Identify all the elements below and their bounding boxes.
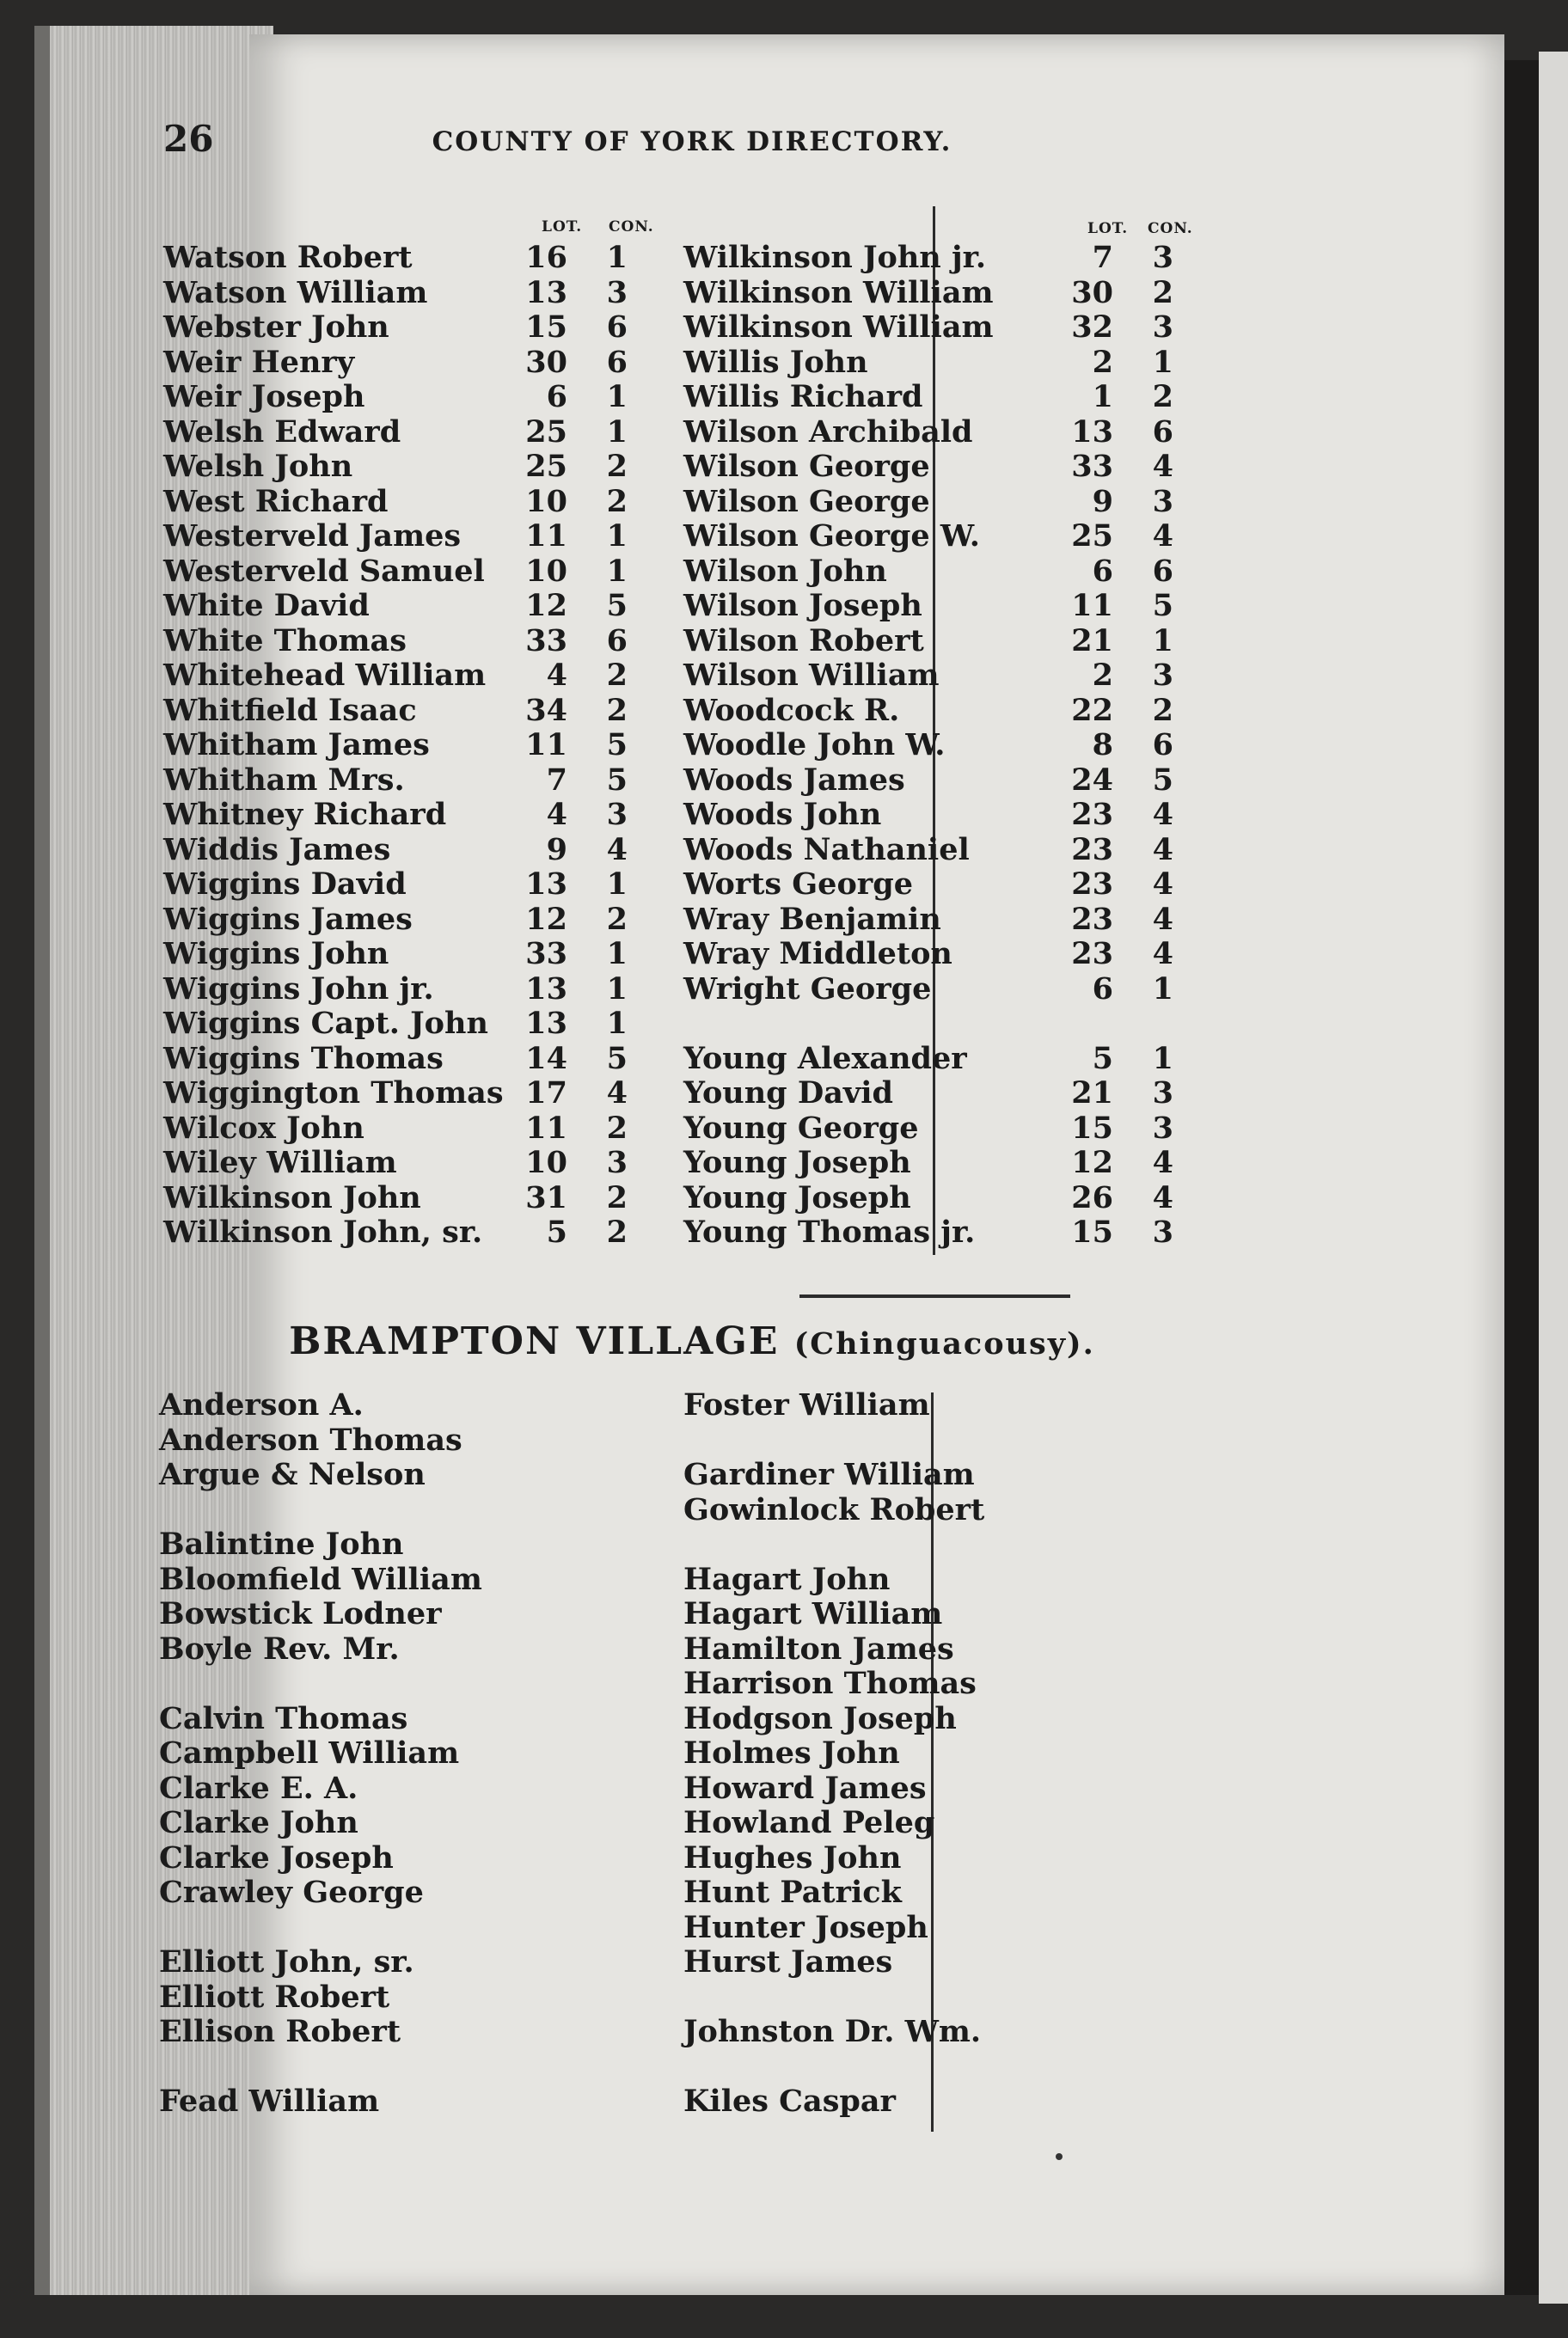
entry-con: 2 bbox=[606, 449, 628, 484]
entry-lot: 8 bbox=[1092, 727, 1113, 762]
village-resident: Campbell William bbox=[159, 1735, 460, 1771]
section-divider bbox=[799, 1294, 1070, 1298]
village-resident: Bowstick Lodner bbox=[159, 1596, 442, 1631]
entry-con: 1 bbox=[606, 240, 628, 275]
entry-lot: 23 bbox=[1071, 797, 1113, 832]
directory-entry bbox=[683, 1042, 1216, 1077]
entry-lot: 25 bbox=[1071, 518, 1113, 554]
left-entry-list bbox=[163, 241, 662, 1251]
entry-lot: 23 bbox=[1071, 936, 1113, 971]
directory-entry bbox=[683, 1215, 1216, 1251]
entry-lot: 17 bbox=[525, 1075, 567, 1111]
directory-entry bbox=[683, 728, 1216, 763]
entry-lot: 1 bbox=[1092, 379, 1113, 414]
entry-lot: 24 bbox=[1071, 762, 1113, 798]
directory-entry bbox=[683, 624, 1216, 659]
entry-name: Wiggins John bbox=[163, 936, 389, 971]
entry-lot: 33 bbox=[525, 936, 567, 971]
directory-entry bbox=[163, 798, 662, 833]
directory-entry bbox=[683, 1146, 1216, 1181]
entry-con: 2 bbox=[606, 901, 628, 937]
directory-entry bbox=[163, 589, 662, 624]
entry-con: 2 bbox=[1152, 692, 1173, 728]
entry-name: Woods Nathaniel bbox=[683, 831, 970, 867]
entry-con: 5 bbox=[1152, 588, 1173, 623]
directory-entry bbox=[163, 346, 662, 381]
entry-lot: 13 bbox=[525, 1006, 567, 1041]
entry-name: Wilson George W. bbox=[683, 518, 980, 554]
village-resident: Hughes John bbox=[683, 1839, 902, 1876]
entry-con: 1 bbox=[1152, 970, 1173, 1007]
entry-con: 5 bbox=[606, 588, 628, 623]
village-resident: Hagart William bbox=[683, 1596, 943, 1631]
village-resident: Anderson Thomas bbox=[159, 1422, 462, 1458]
entry-con: 3 bbox=[1152, 309, 1173, 345]
entry-lot: 15 bbox=[1071, 1215, 1113, 1250]
entry-name: Wray Benjamin bbox=[683, 901, 941, 937]
entry-name: West Richard bbox=[163, 483, 389, 519]
directory-entry bbox=[163, 624, 662, 659]
entry-con: 3 bbox=[1152, 1215, 1173, 1250]
entry-lot: 13 bbox=[525, 970, 567, 1007]
directory-entry bbox=[163, 903, 662, 938]
entry-name: Wiggins David bbox=[163, 866, 407, 902]
entry-con: 4 bbox=[606, 831, 628, 867]
con-header: CON. bbox=[1148, 220, 1193, 237]
village-resident: Crawley George bbox=[159, 1875, 424, 1910]
entry-con: 4 bbox=[1152, 831, 1173, 867]
entry-name: Wilson Joseph bbox=[683, 588, 922, 623]
entry-name: Young Thomas jr. bbox=[683, 1215, 976, 1250]
entry-con: 4 bbox=[1152, 866, 1173, 902]
directory-entry bbox=[163, 380, 662, 415]
letter-gap bbox=[683, 1423, 1216, 1459]
directory-entry bbox=[683, 972, 1216, 1007]
entry-lot: 11 bbox=[525, 1110, 567, 1146]
right-entry-list-y bbox=[683, 1042, 1216, 1251]
entry-name: Wiggins James bbox=[163, 901, 413, 937]
directory-entry bbox=[163, 728, 662, 763]
village-resident: Clarke E. A. bbox=[159, 1770, 358, 1806]
entry-con: 6 bbox=[1152, 727, 1173, 762]
entry-lot: 4 bbox=[546, 658, 567, 693]
village-resident: Hunter Joseph bbox=[683, 1909, 928, 1945]
entry-con: 4 bbox=[1152, 449, 1173, 484]
page-header bbox=[163, 82, 1221, 160]
entry-name: Westerveld James bbox=[163, 518, 462, 554]
entry-name: Wilkinson William bbox=[683, 274, 994, 310]
entry-name: Whitney Richard bbox=[163, 797, 447, 832]
directory-entry bbox=[163, 937, 662, 972]
entry-name: Westerveld Samuel bbox=[163, 553, 485, 589]
brampton-right-list bbox=[683, 1388, 1216, 2120]
entry-con: 2 bbox=[606, 1179, 628, 1215]
entry-con: 1 bbox=[606, 518, 628, 554]
entry-con: 2 bbox=[1152, 274, 1173, 310]
section-title-main: BRAMPTON VILLAGE bbox=[289, 1319, 780, 1363]
lot-header: LOT. bbox=[1087, 220, 1129, 237]
entry-lot: 7 bbox=[546, 762, 567, 798]
entry-con: 1 bbox=[1152, 344, 1173, 380]
entry-con: 2 bbox=[606, 483, 628, 519]
right-entry-list-w bbox=[683, 241, 1216, 1007]
entry-lot: 14 bbox=[525, 1040, 567, 1076]
entry-con: 5 bbox=[606, 762, 628, 798]
village-resident: Holmes John bbox=[683, 1735, 900, 1771]
village-resident: Calvin Thomas bbox=[159, 1700, 408, 1736]
entry-con: 3 bbox=[606, 797, 628, 832]
entry-con: 5 bbox=[606, 1040, 628, 1076]
directory-entry bbox=[683, 450, 1216, 485]
entry-name: Weir Joseph bbox=[163, 379, 365, 414]
right-directory-column bbox=[683, 215, 1216, 1264]
entry-con: 3 bbox=[1152, 483, 1173, 519]
entry-lot: 10 bbox=[525, 483, 567, 519]
letter-gap bbox=[683, 2050, 1216, 2085]
entry-lot: 15 bbox=[525, 309, 567, 345]
entry-name: Young Alexander bbox=[683, 1040, 967, 1076]
entry-con: 1 bbox=[606, 379, 628, 414]
entry-con: 3 bbox=[1152, 1075, 1173, 1111]
entry-lot: 15 bbox=[1071, 1110, 1113, 1146]
village-resident: Johnston Dr. Wm. bbox=[683, 2014, 982, 2049]
entry-con: 3 bbox=[1152, 658, 1173, 693]
entry-name: Wilkinson John bbox=[163, 1179, 421, 1215]
directory-entry bbox=[163, 763, 662, 799]
village-resident: Kiles Caspar bbox=[683, 2084, 896, 2119]
directory-entry bbox=[683, 1076, 1216, 1111]
entry-con: 1 bbox=[606, 413, 628, 450]
entry-con: 4 bbox=[1152, 518, 1173, 554]
entry-name: Wilson Robert bbox=[683, 622, 924, 658]
entry-name: Welsh Edward bbox=[163, 413, 401, 450]
adjacent-page-strip bbox=[1539, 52, 1568, 2304]
entry-name: Watson Robert bbox=[163, 240, 413, 275]
village-resident: Hurst James bbox=[683, 1944, 893, 1980]
entry-name: Willis John bbox=[683, 344, 868, 380]
lot-header: LOT. bbox=[542, 218, 583, 236]
entry-lot: 25 bbox=[525, 449, 567, 484]
entry-name: Wilson John bbox=[683, 553, 887, 589]
directory-entry bbox=[163, 554, 662, 590]
entry-lot: 2 bbox=[1092, 658, 1113, 693]
directory-entry bbox=[683, 276, 1216, 311]
directory-entry bbox=[683, 554, 1216, 590]
entry-name: Wilcox John bbox=[163, 1110, 364, 1146]
entry-con: 2 bbox=[606, 1110, 628, 1146]
entry-con: 6 bbox=[606, 622, 628, 658]
entry-con: 1 bbox=[606, 1006, 628, 1041]
entry-name: Whitfield Isaac bbox=[163, 692, 417, 728]
entry-name: Wilkinson John, sr. bbox=[163, 1215, 483, 1250]
entry-con: 4 bbox=[1152, 936, 1173, 971]
village-resident: Howard James bbox=[683, 1770, 927, 1806]
village-resident: Clarke John bbox=[159, 1805, 358, 1840]
directory-entry bbox=[163, 658, 662, 694]
entry-lot: 11 bbox=[525, 518, 567, 554]
entry-con: 3 bbox=[606, 1145, 628, 1180]
entry-con: 4 bbox=[1152, 1179, 1173, 1215]
entry-name: Wilson Archibald bbox=[683, 413, 973, 450]
entry-lot: 6 bbox=[1092, 970, 1113, 1007]
entry-lot: 10 bbox=[525, 1145, 567, 1180]
entry-lot: 12 bbox=[525, 901, 567, 937]
entry-name: Wiggins Thomas bbox=[163, 1040, 444, 1076]
directory-entry bbox=[163, 519, 662, 554]
entry-con: 5 bbox=[606, 727, 628, 762]
entry-lot: 5 bbox=[1092, 1040, 1113, 1076]
page-number: 26 bbox=[163, 118, 214, 160]
directory-entry bbox=[683, 1181, 1216, 1216]
directory-entry bbox=[163, 1007, 662, 1042]
entry-lot: 11 bbox=[1071, 588, 1113, 623]
entry-con: 4 bbox=[1152, 1145, 1173, 1180]
entry-con: 3 bbox=[1152, 240, 1173, 275]
entry-lot: 25 bbox=[525, 413, 567, 450]
directory-entry bbox=[683, 380, 1216, 415]
letter-gap bbox=[159, 1911, 640, 1946]
entry-con: 1 bbox=[606, 553, 628, 589]
entry-name: Wilson William bbox=[683, 658, 940, 693]
village-resident: Hamilton James bbox=[683, 1631, 954, 1667]
directory-entry bbox=[163, 1042, 662, 1077]
brampton-left-list bbox=[159, 1388, 640, 2120]
directory-entry bbox=[683, 589, 1216, 624]
entry-con: 6 bbox=[1152, 553, 1173, 589]
entry-lot: 22 bbox=[1071, 692, 1113, 728]
village-resident: Hodgson Joseph bbox=[683, 1700, 957, 1736]
column-header bbox=[683, 215, 1216, 241]
directory-entry bbox=[163, 694, 662, 729]
entry-lot: 21 bbox=[1071, 622, 1113, 658]
village-resident: Gowinlock Robert bbox=[683, 1491, 985, 1527]
directory-entry bbox=[683, 415, 1216, 450]
village-resident: Anderson A. bbox=[159, 1387, 364, 1423]
directory-entry bbox=[163, 972, 662, 1007]
entry-con: 1 bbox=[1152, 622, 1173, 658]
entry-name: Webster John bbox=[163, 309, 389, 345]
letter-gap bbox=[683, 1980, 1216, 2016]
binding-shadow bbox=[1504, 60, 1539, 2295]
entry-name: Wilson George bbox=[683, 449, 930, 484]
entry-lot: 12 bbox=[1071, 1145, 1113, 1180]
column-header bbox=[163, 215, 662, 241]
entry-con: 4 bbox=[1152, 901, 1173, 937]
entry-name: White David bbox=[163, 588, 370, 623]
entry-con: 1 bbox=[1152, 1040, 1173, 1076]
entry-name: Wiggins John jr. bbox=[163, 970, 434, 1007]
running-title: COUNTY OF YORK DIRECTORY. bbox=[432, 126, 952, 157]
entry-lot: 13 bbox=[1071, 413, 1113, 450]
entry-name: Wilkinson John jr. bbox=[683, 240, 987, 275]
directory-entry bbox=[683, 519, 1216, 554]
entry-con: 1 bbox=[606, 866, 628, 902]
entry-lot: 16 bbox=[525, 240, 567, 275]
entry-lot: 23 bbox=[1071, 831, 1113, 867]
entry-name: Wilson George bbox=[683, 483, 930, 519]
village-resident: Hunt Patrick bbox=[683, 1875, 902, 1910]
village-resident: Elliott John, sr. bbox=[159, 1944, 414, 1980]
directory-entry bbox=[163, 1076, 662, 1111]
entry-name: Woodle John W. bbox=[683, 727, 946, 762]
entry-lot: 23 bbox=[1071, 901, 1113, 937]
entry-lot: 33 bbox=[1071, 449, 1113, 484]
entry-con: 5 bbox=[1152, 762, 1173, 798]
directory-entry bbox=[683, 798, 1216, 833]
entry-lot: 7 bbox=[1092, 240, 1113, 275]
entry-lot: 31 bbox=[525, 1179, 567, 1215]
village-resident: Ellison Robert bbox=[159, 2014, 401, 2049]
entry-lot: 11 bbox=[525, 727, 567, 762]
entry-name: Worts George bbox=[683, 866, 913, 902]
entry-con: 2 bbox=[606, 692, 628, 728]
directory-entry bbox=[683, 903, 1216, 938]
village-resident: Elliott Robert bbox=[159, 1979, 390, 2015]
directory-entry bbox=[163, 1181, 662, 1216]
directory-entry bbox=[683, 937, 1216, 972]
entry-name: Young George bbox=[683, 1110, 919, 1146]
section-title-sub: (Chinguacousy). bbox=[793, 1326, 1095, 1362]
directory-entry bbox=[683, 867, 1216, 903]
entry-lot: 2 bbox=[1092, 344, 1113, 380]
entry-lot: 30 bbox=[525, 344, 567, 380]
entry-lot: 13 bbox=[525, 274, 567, 310]
directory-entry bbox=[163, 415, 662, 450]
letter-gap bbox=[159, 1493, 640, 1528]
entry-con: 4 bbox=[606, 1075, 628, 1111]
entry-lot: 9 bbox=[1092, 483, 1113, 519]
entry-name: Woods James bbox=[683, 762, 905, 798]
entry-lot: 21 bbox=[1071, 1075, 1113, 1111]
entry-con: 2 bbox=[1152, 379, 1173, 414]
directory-entry bbox=[683, 763, 1216, 799]
village-resident: Foster William bbox=[683, 1387, 930, 1423]
entry-con: 2 bbox=[606, 658, 628, 693]
letter-gap bbox=[683, 1527, 1216, 1563]
entry-name: Whitham James bbox=[163, 727, 430, 762]
entry-lot: 23 bbox=[1071, 866, 1113, 902]
entry-con: 3 bbox=[1152, 1110, 1173, 1146]
directory-entry bbox=[163, 276, 662, 311]
entry-lot: 9 bbox=[546, 831, 567, 867]
entry-con: 6 bbox=[606, 344, 628, 380]
entry-name: Young David bbox=[683, 1075, 893, 1111]
village-resident: Harrison Thomas bbox=[683, 1666, 977, 1701]
entry-name: Young Joseph bbox=[683, 1145, 911, 1180]
directory-entry bbox=[163, 1215, 662, 1251]
entry-name: Welsh John bbox=[163, 449, 353, 484]
entry-lot: 12 bbox=[525, 588, 567, 623]
directory-entry bbox=[683, 1111, 1216, 1147]
entry-name: Wiley William bbox=[163, 1145, 397, 1180]
directory-entry bbox=[683, 694, 1216, 729]
entry-lot: 10 bbox=[525, 553, 567, 589]
entry-con: 6 bbox=[1152, 413, 1173, 450]
entry-name: Woods John bbox=[683, 797, 882, 832]
entry-con: 2 bbox=[606, 1215, 628, 1250]
directory-entry bbox=[163, 450, 662, 485]
village-resident: Howland Peleg bbox=[683, 1805, 935, 1840]
letter-gap bbox=[159, 1667, 640, 1702]
village-resident: Fead William bbox=[159, 2084, 380, 2119]
entry-lot: 4 bbox=[546, 797, 567, 832]
village-resident: Gardiner William bbox=[683, 1457, 975, 1492]
directory-entry bbox=[163, 867, 662, 903]
directory-entry bbox=[683, 833, 1216, 868]
entry-lot: 33 bbox=[525, 622, 567, 658]
entry-lot: 6 bbox=[1092, 553, 1113, 589]
directory-entry bbox=[683, 485, 1216, 520]
village-resident: Hagart John bbox=[683, 1561, 891, 1597]
section-title bbox=[163, 1319, 1221, 1363]
entry-name: White Thomas bbox=[163, 622, 407, 658]
village-resident: Boyle Rev. Mr. bbox=[159, 1631, 400, 1667]
entry-name: Wilkinson William bbox=[683, 309, 994, 345]
con-header: CON. bbox=[609, 218, 654, 236]
entry-con: 1 bbox=[606, 936, 628, 971]
directory-entry bbox=[163, 1111, 662, 1147]
entry-name: Young Joseph bbox=[683, 1179, 911, 1215]
letter-gap bbox=[159, 2050, 640, 2085]
entry-lot: 5 bbox=[546, 1215, 567, 1250]
directory-entry bbox=[163, 833, 662, 868]
village-resident: Clarke Joseph bbox=[159, 1839, 394, 1876]
entry-name: Widdis James bbox=[163, 831, 391, 867]
directory-entry bbox=[683, 346, 1216, 381]
letter-gap bbox=[683, 1007, 1216, 1042]
entry-name: Wiggington Thomas bbox=[163, 1075, 504, 1111]
entry-name: Watson William bbox=[163, 274, 428, 310]
directory-entry bbox=[163, 310, 662, 346]
entry-lot: 6 bbox=[546, 379, 567, 414]
entry-con: 1 bbox=[606, 970, 628, 1007]
entry-name: Whitehead William bbox=[163, 658, 487, 693]
entry-name: Wray Middleton bbox=[683, 936, 952, 971]
entry-name: Wiggins Capt. John bbox=[163, 1006, 488, 1041]
entry-con: 3 bbox=[606, 274, 628, 310]
entry-lot: 34 bbox=[525, 692, 567, 728]
ink-spot bbox=[1056, 2153, 1063, 2160]
directory-entry bbox=[683, 658, 1216, 694]
entry-name: Wright George bbox=[683, 970, 932, 1007]
entry-lot: 32 bbox=[1071, 309, 1113, 345]
village-resident: Argue & Nelson bbox=[159, 1457, 426, 1492]
entry-name: Willis Richard bbox=[683, 379, 923, 414]
directory-entry bbox=[163, 485, 662, 520]
entry-lot: 30 bbox=[1071, 274, 1113, 310]
directory-entry bbox=[163, 241, 662, 276]
village-resident: Bloomfield William bbox=[159, 1561, 482, 1597]
left-directory-column bbox=[163, 215, 662, 1264]
entry-lot: 13 bbox=[525, 866, 567, 902]
entry-name: Whitham Mrs. bbox=[163, 762, 405, 798]
entry-con: 4 bbox=[1152, 797, 1173, 832]
directory-entry bbox=[163, 1146, 662, 1181]
entry-con: 6 bbox=[606, 309, 628, 345]
village-resident: Balintine John bbox=[159, 1527, 404, 1562]
directory-entry bbox=[683, 241, 1216, 276]
directory-entry bbox=[683, 310, 1216, 346]
entry-lot: 26 bbox=[1071, 1179, 1113, 1215]
entry-name: Woodcock R. bbox=[683, 692, 900, 728]
entry-name: Weir Henry bbox=[163, 344, 355, 380]
